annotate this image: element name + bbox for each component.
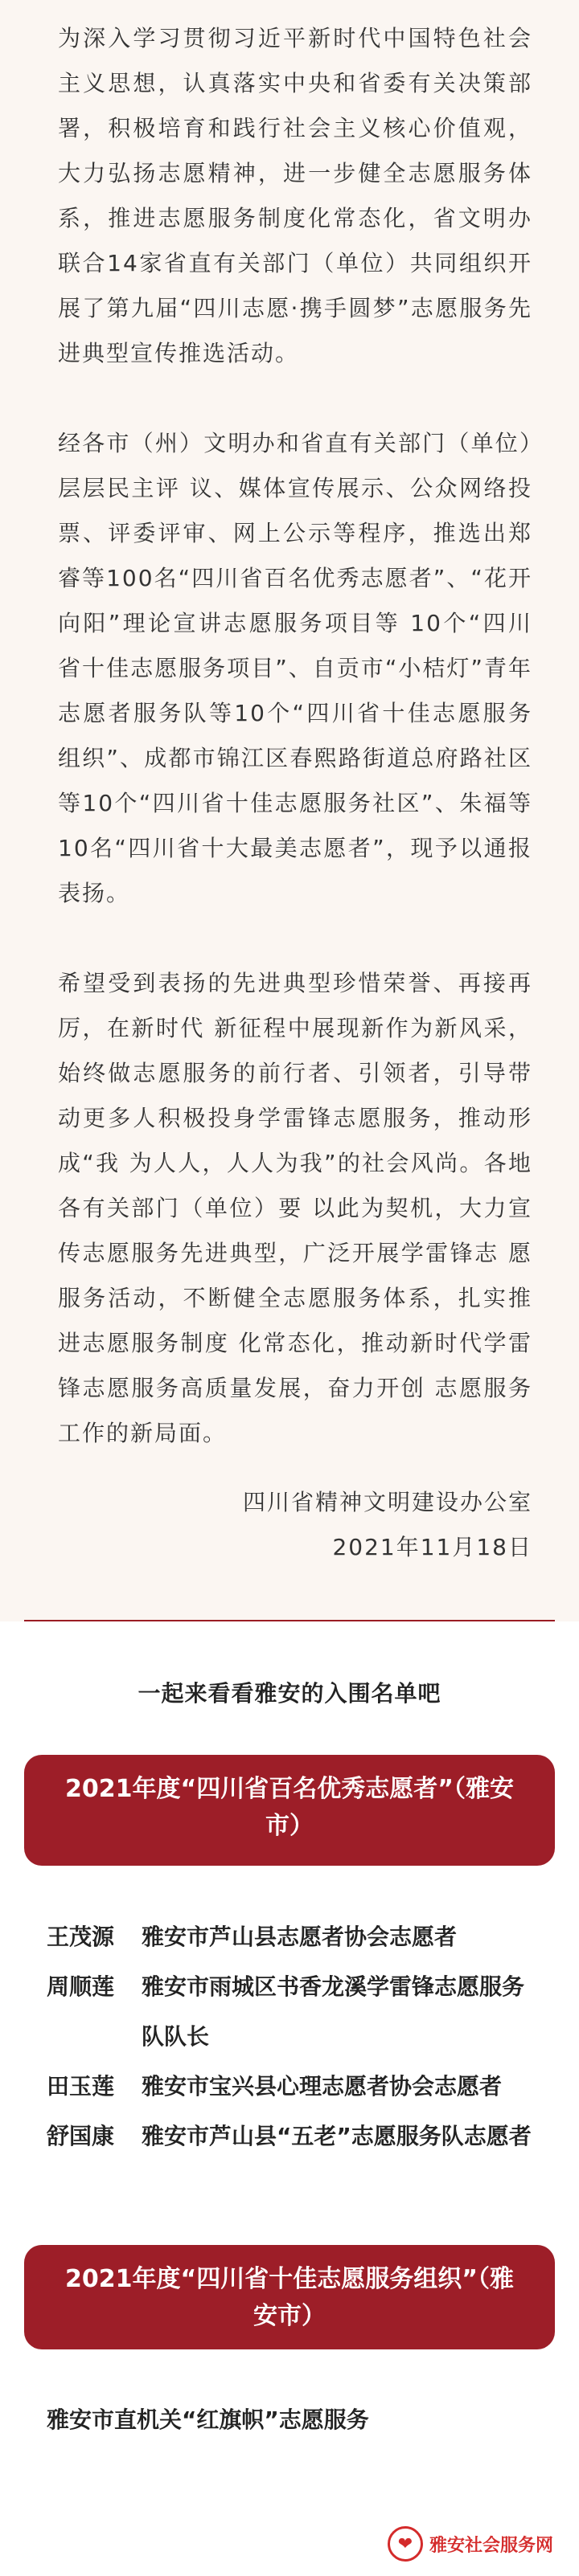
notice-paragraph-2: 经各市（州）文明办和省直有关部门（单位）层层民主评 议、媒体宣传展示、公众网络投票、评委评审、网上公示等程序，推选出郑睿等100名“四川省百名优秀志愿者”、“花开向阳”理论宣讲志愿服务项目等 10个“四川省十佳志愿服务项目”、自贡市“小桔灯”青年志愿者服务队等10个“四川省十佳志愿服务组织”、成都市锦江区春熙路街道总府路社区等10个“四川省十佳志愿服务社区”、朱福等10名“四川省十大最美志愿者”，现予以通报表扬。	[58, 430, 532, 906]
signature-date: 2021年11月18日	[332, 1534, 532, 1560]
list-item	[47, 2112, 532, 2161]
banner-top-organizations: 2021年度“四川省十佳志愿服务组织”（雅安市）	[24, 2245, 555, 2349]
list-item	[47, 1962, 532, 2062]
volunteer-name: 田玉莲	[47, 2073, 115, 2100]
volunteer-title: 雅安市雨城区书香龙溪学雷锋志愿服务队队长	[142, 1973, 525, 2050]
volunteer-name: 舒国康	[47, 2123, 115, 2149]
banner-outstanding-volunteers: 2021年度“四川省百名优秀志愿者”（雅安市）	[24, 1755, 555, 1866]
section-divider	[24, 1620, 555, 1621]
volunteer-title: 雅安市宝兴县心理志愿者协会志愿者	[142, 2073, 503, 2100]
organization-entry: 雅安市直机关“红旗帜”志愿服务	[47, 2406, 369, 2433]
watermark	[388, 2521, 574, 2566]
notice-paragraph-3: 希望受到表扬的先进典型珍惜荣誉、再接再厉，在新时代 新征程中展现新作为新风采，始终做志愿服务的前行者、引领者，引导带动更多人积极投身学雷锋志愿服务，推动形成“我 为人人，人人为我”的社会风尚。各地各有关部门（单位）要 以此为契机，大力宣传志愿服务先进典型，广泛开展学雷锋志 愿服务活动，不断健全志愿服务体系，扎实推进志愿服务制度 化常态化，推动新时代学雷锋志愿服务高质量发展，奋力开创 志愿服务工作的新局面。	[58, 970, 532, 1446]
intro-heading: 一起来看看雅安的入围名单吧	[138, 1680, 441, 1707]
volunteer-title: 雅安市芦山县“五老”志愿服务队志愿者	[142, 2123, 532, 2149]
list-item	[47, 2062, 532, 2112]
volunteer-name: 周顺莲	[47, 1973, 115, 2000]
volunteer-name: 王茂源	[47, 1924, 115, 1950]
volunteer-list	[0, 1912, 579, 2161]
volunteer-title: 雅安市芦山县志愿者协会志愿者	[142, 1924, 458, 1950]
notice-paragraph-1: 为深入学习贯彻习近平新时代中国特色社会主义思想，认真落实中央和省委有关决策部署，积极培育和践行社会主义核心价值观，大力弘扬志愿精神，进一步健全志愿服务体系，推进志愿服务制度化常态化，省文明办联合14家省直有关部门（单位）共同组织开展了第九届“四川志愿·携手圆梦”志愿服务先进典型宣传推选活动。	[58, 25, 532, 366]
watermark-text: 雅安社会服务网	[429, 2535, 554, 2556]
heart-emblem-icon: ❤	[388, 2526, 423, 2562]
signature-organization: 四川省精神文明建设办公室	[242, 1489, 532, 1515]
list-item	[47, 1912, 532, 1962]
